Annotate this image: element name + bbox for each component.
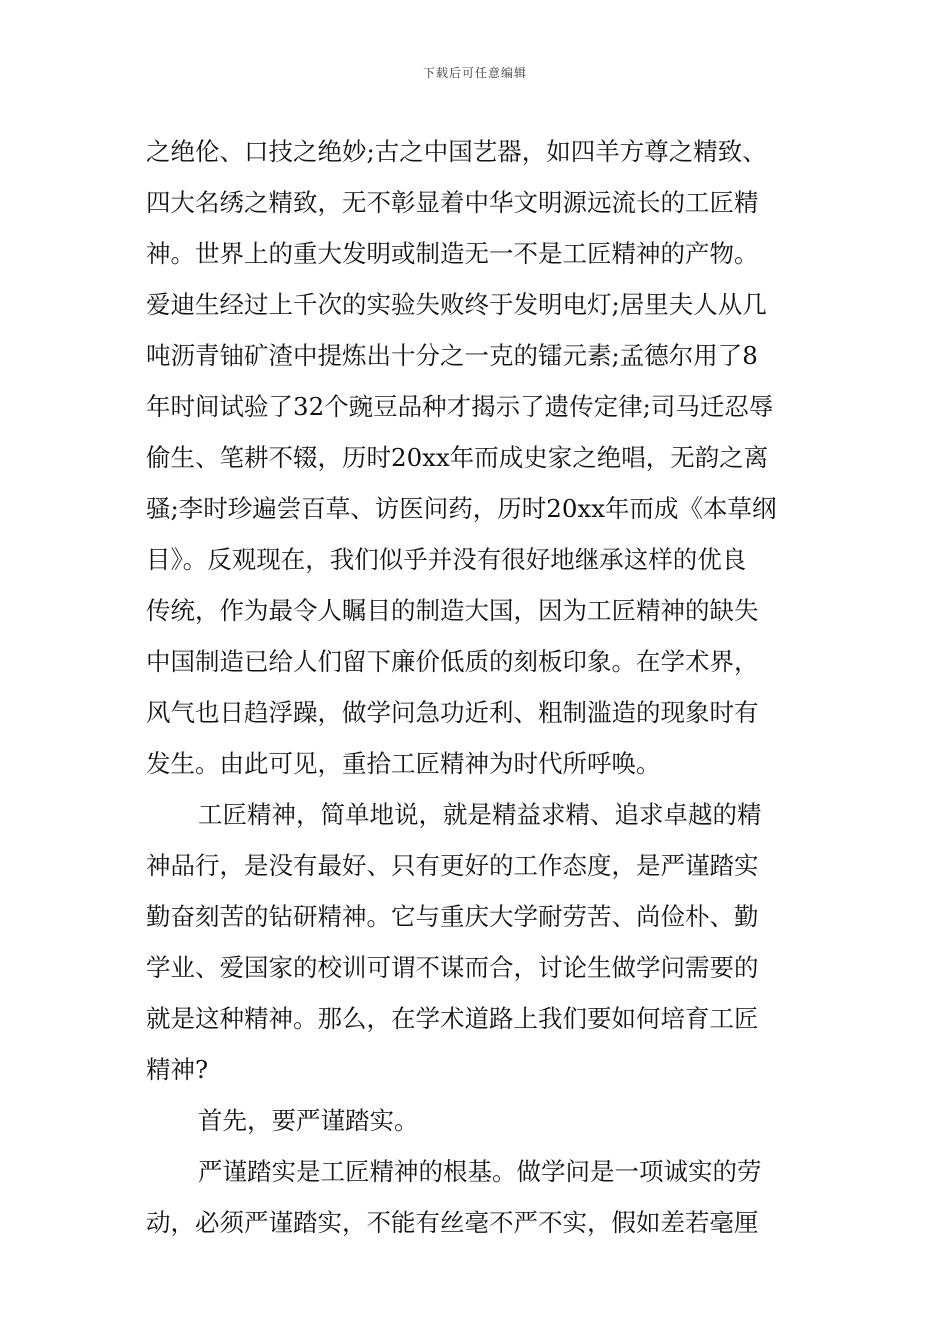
text-line: 目》。反观现在，我们似乎并没有很好地继承这样的优良 <box>146 545 747 574</box>
page-header-note: 下载后可任意编辑 <box>422 66 527 80</box>
text-line: 勤奋刻苦的钻研精神。它与重庆大学耐劳苦、尚俭朴、勤 <box>146 902 759 931</box>
text-line: 四大名绣之精致，无不彰显着中华文明源远流长的工匠精 <box>146 188 759 217</box>
text-line: 年时间试验了32个豌豆品种才揭示了遗传定律;司马迁忍辱 <box>146 392 774 421</box>
text-line: 中国制造已给人们留下廉价低质的刻板印象。在学术界， <box>146 647 759 676</box>
text-line: 神品行，是没有最好、只有更好的工作态度，是严谨踏实 <box>146 851 759 880</box>
text-line: 学业、爱国家的校训可谓不谋而合，讨论生做学问需要的 <box>146 953 759 982</box>
text-line: 吨沥青铀矿渣中提炼出十分之一克的镭元素;孟德尔用了8 <box>146 341 758 370</box>
text-line: 风气也日趋浮躁，做学问急功近利、粗制滥造的现象时有 <box>146 698 759 727</box>
text-line: 骚;李时珍遍尝百草、访医问药，历时20xx年而成《本草纲 <box>146 494 777 523</box>
text-line: 偷生、笔耕不辍，历时20xx年而成史家之绝唱，无韵之离 <box>146 443 769 472</box>
text-line: 传统，作为最令人瞩目的制造大国，因为工匠精神的缺失 <box>146 596 759 625</box>
paragraph-start-line: 工匠精神，简单地说，就是精益求精、追求卓越的精 <box>198 800 762 829</box>
text-line: 爱迪生经过上千次的实验失败终于发明电灯;居里夫人从几 <box>146 290 767 319</box>
text-line: 精神? <box>146 1055 209 1084</box>
text-line: 就是这种精神。那么，在学术道路上我们要如何培育工匠 <box>146 1004 759 1033</box>
document-body <box>146 126 808 1248</box>
text-line: 发生。由此可见，重拾工匠精神为时代所呼唤。 <box>146 749 661 778</box>
text-line: 之绝伦、口技之绝妙;古之中国艺器，如四羊方尊之精致、 <box>146 137 767 166</box>
paragraph-start-line: 严谨踏实是工匠精神的根基。做学问是一项诚实的劳 <box>198 1157 762 1186</box>
text-line: 动，必须严谨踏实，不能有丝毫不严不实，假如差若毫厘 <box>146 1208 759 1237</box>
section-heading-line: 首先，要严谨踏实。 <box>198 1106 419 1135</box>
text-line: 神。世界上的重大发明或制造无一不是工匠精神的产物。 <box>146 239 759 268</box>
